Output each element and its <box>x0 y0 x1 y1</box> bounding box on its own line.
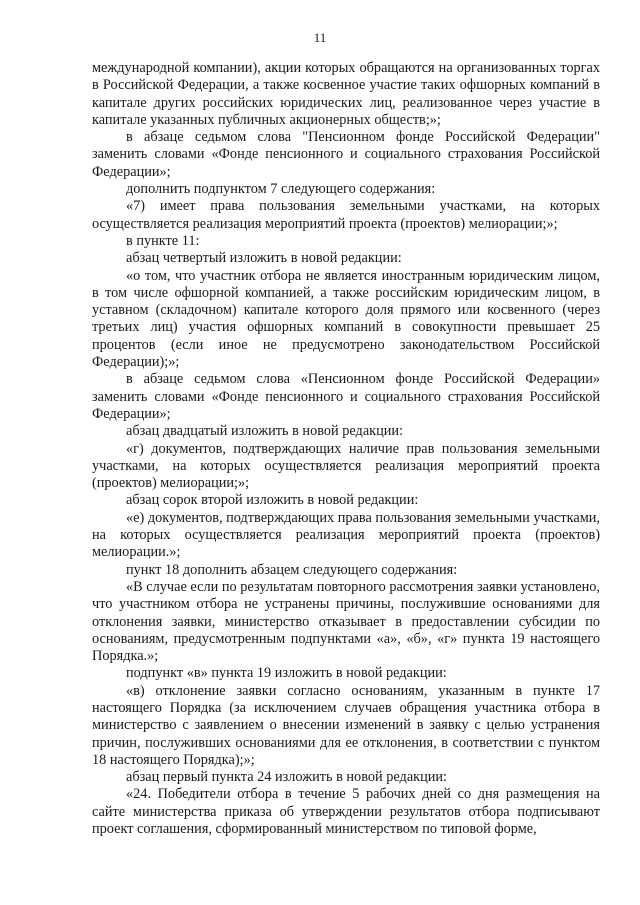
paragraph-15: подпункт «в» пункта 19 изложить в новой редакции: <box>126 665 447 682</box>
paragraph-7: «о том, что участник отбора не является иностранным юридическим лицом, в том числе офшорной компанией, а также российским юридическим лицом, в уставном (складочном) капитале которого доля прямого или косвенного (через третьих лиц) участия офшорных компаний в совокупности превышает 25 процентов (если иное не предусмотрено законодательством Российской Федерации);»; <box>92 267 600 371</box>
document-body <box>92 60 600 838</box>
paragraph-14: «В случае если по результатам повторного рассмотрения заявки установлено, что участником отбора не устранены причины, послужившие основаниями для отклонения заявки, министерство отказывает в предоставлении субсидии по основаниям, предусмотренным подпунктами «а», «б», «г» пункта 19 настоящего Порядка.»; <box>92 578 600 665</box>
paragraph-3: дополнить подпунктом 7 следующего содержания: <box>126 181 436 198</box>
paragraph-18: «24. Победители отбора в течение 5 рабочих дней со дня размещения на сайте министерства приказа об утверждении результатов отбора подписывают проект соглашения, сформированный министерством по типовой форме, <box>92 786 600 838</box>
paragraph-10: «г) документов, подтверждающих наличие прав пользования земельными участками, на которых осуществляется реализация мероприятий проекта (проектов) мелиорации;»; <box>92 440 600 492</box>
paragraph-9: абзац двадцатый изложить в новой редакции: <box>126 423 404 440</box>
paragraph-4: «7) имеет права пользования земельными участками, на которых осуществляется реализация мероприятий проекта (проектов) мелиорации;»; <box>92 198 600 232</box>
paragraph-5: в пункте 11: <box>126 232 200 249</box>
paragraph-16: «в) отклонение заявки согласно основаниям, указанным в пункте 17 настоящего Порядка (за исключением случаев обращения участника отбора в министерство с заявлением о внесении изменений в заявку с целью устранения причин, послуживших основаниями для ее отклонения, в соответствии с пунктом 18 настоящего Порядка);»; <box>92 682 600 768</box>
paragraph-17: абзац первый пункта 24 изложить в новой редакции: <box>126 769 448 786</box>
paragraph-2: в абзаце седьмом слова "Пенсионном фонде Российской Федерации" заменить словами «Фонде пенсионного и социального страхования Российской Федерации»; <box>92 129 600 180</box>
paragraph-6: абзац четвертый изложить в новой редакции: <box>126 250 402 267</box>
paragraph-13: пункт 18 дополнить абзацем следующего содержания: <box>126 561 458 578</box>
paragraph-8: в абзаце седьмом слова «Пенсионном фонде Российской Федерации» заменить словами «Фонде пенсионного и социального страхования Российской Федерации»; <box>92 371 600 422</box>
paragraph-11: абзац сорок второй изложить в новой редакции: <box>126 492 419 509</box>
page-number: 11 <box>313 30 327 45</box>
paragraph-12: «е) документов, подтверждающих права пользования земельными участками, на которых осуществляется реализация мероприятий проекта (проектов) мелиорации.»; <box>92 509 600 561</box>
paragraph-1: международной компании), акции которых обращаются на организованных торгах в Российской Федерации, а также косвенное участие таких офшорных компаний в капитале других российских юридических лиц, реализованное через участие в капитале указанных публичных акционерных обществ;»; <box>92 60 600 128</box>
